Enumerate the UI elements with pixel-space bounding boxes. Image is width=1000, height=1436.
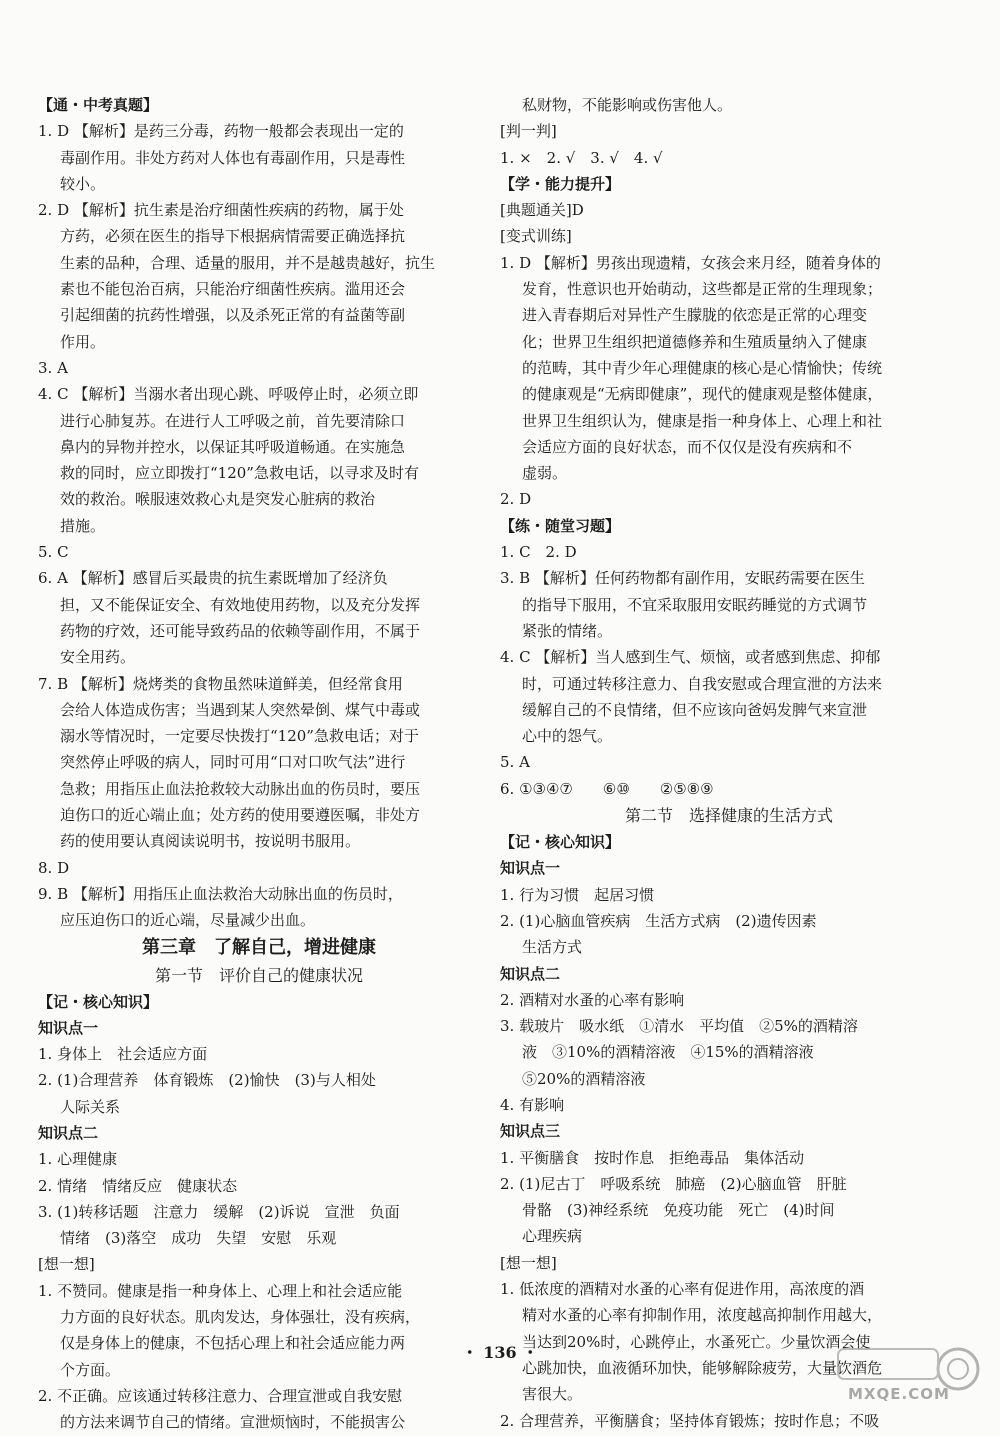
right-line: 骨骼 (3)神经系统 免疫功能 死亡 (4)时间 bbox=[522, 1201, 835, 1220]
right-line: 第二节 选择健康的生活方式 bbox=[624, 806, 833, 826]
right-line: [典题通关]D bbox=[500, 201, 584, 220]
left-line: 迫伤口的近心端止血；处方药的使用要遵医嘱，非处方 bbox=[60, 806, 421, 825]
right-line: 【学・能力提升】 bbox=[500, 174, 621, 193]
left-line: 应压迫伤口的近心端，尽量减少出血。 bbox=[60, 911, 316, 930]
left-line: 溺水等情况时，一定要尽快拨打“120”急救电话；对于 bbox=[60, 727, 419, 746]
right-line: 虚弱。 bbox=[522, 464, 568, 483]
left-line: 个方面。 bbox=[60, 1360, 121, 1379]
watermark-text: MXQE.COM bbox=[848, 1385, 950, 1403]
left-line: 救的同时，应立即拨打“120”急救电话，以寻求及时有 bbox=[60, 464, 419, 483]
left-line: 措施。 bbox=[60, 516, 106, 535]
right-line: 紧张的情绪。 bbox=[522, 621, 613, 640]
right-line: 2. (1)尼古丁 呼吸系统 肺癌 (2)心脑血管 肝脏 bbox=[500, 1174, 847, 1193]
right-line: 知识点一 bbox=[500, 859, 561, 878]
right-line: 知识点三 bbox=[500, 1122, 561, 1141]
right-line: 5. A bbox=[500, 753, 530, 772]
right-line: 生活方式 bbox=[522, 938, 583, 957]
left-line: [想一想] bbox=[38, 1255, 95, 1274]
left-line: 素也不能包治百病，只能治疗细菌性疾病。滥用还会 bbox=[60, 280, 406, 299]
left-line: 进行心肺复苏。在进行人工呼吸之前，首先要清除口 bbox=[60, 411, 406, 430]
left-line: 知识点一 bbox=[38, 1018, 99, 1037]
left-line: 急救；用指压止血法抢救较大动脉出血的伤员时，要压 bbox=[60, 779, 421, 798]
left-line: 方药，必须在医生的指导下根据病情需要正确选择抗 bbox=[60, 227, 406, 246]
right-line: 时，可通过转移注意力、自我安慰或合理宣泄的方法来 bbox=[522, 674, 883, 693]
right-line: 的健康观是“无病即健康”，现代的健康观是整体健康， bbox=[522, 385, 883, 404]
right-line: 4. 有影响 bbox=[500, 1095, 565, 1114]
left-line: 3. A bbox=[38, 358, 68, 377]
left-line: 效的救治。喉服速效救心丸是突发心脏病的救治 bbox=[60, 490, 376, 509]
right-line: 进入青春期后对异性产生朦胧的依恋是正常的心理变 bbox=[522, 306, 868, 325]
right-line: 私财物，不能影响或伤害他人。 bbox=[522, 96, 733, 114]
right-line: 1. D 【解析】男孩出现遗精，女孩会来月经，随着身体的 bbox=[500, 253, 881, 272]
left-line: 人际关系 bbox=[60, 1097, 121, 1116]
right-column bbox=[500, 92, 958, 1434]
right-line: 2. (1)心脑血管疾病 生活方式病 (2)遗传因素 bbox=[500, 911, 817, 930]
left-line: 【记・核心知识】 bbox=[38, 992, 159, 1011]
left-line: 作用。 bbox=[60, 332, 106, 351]
page-number: ・ 136 ・ bbox=[461, 1343, 539, 1362]
right-line: 2. D bbox=[500, 490, 532, 509]
right-line: 知识点二 bbox=[500, 964, 561, 983]
left-line: 仅是身体上的健康，不包括心理上和社会适应能力两 bbox=[60, 1334, 406, 1353]
right-line: 液 ③10%的酒精溶液 ④15%的酒精溶液 bbox=[522, 1043, 814, 1062]
left-line: 9. B 【解析】用指压止血法救治大动脉出血的伤员时， bbox=[38, 884, 403, 903]
right-line: 6. ①③④⑦ ⑥⑩ ②⑤⑧⑨ bbox=[500, 779, 714, 798]
right-line: 害很大。 bbox=[522, 1385, 583, 1404]
right-line: 1. 平衡膳食 按时作息 拒绝毒品 集体活动 bbox=[500, 1148, 805, 1167]
right-line: 精对水蚤的心率有抑制作用，浓度越高抑制作用越大， bbox=[522, 1306, 883, 1325]
left-line: 药的使用要认真阅读说明书，按说明书服用。 bbox=[60, 832, 361, 851]
left-line: 3. (1)转移话题 注意力 缓解 (2)诉说 宣泄 负面 bbox=[38, 1202, 400, 1221]
right-line: 1. C 2. D bbox=[500, 543, 577, 562]
right-line: 的指导下服用，不宜采取服用安眠药睡觉的方式调节 bbox=[522, 595, 868, 614]
right-line: [判一判] bbox=[500, 122, 557, 141]
left-line: 鼻内的异物并控水，以保证其呼吸道畅通。在实施急 bbox=[60, 437, 406, 456]
right-line: 的范畴，其中青少年心理健康的核心是心情愉快；传统 bbox=[522, 358, 883, 377]
left-line: 8. D bbox=[38, 858, 70, 877]
right-line: 当达到20%时，心跳停止，水蚤死亡。少量饮酒会使 bbox=[522, 1332, 871, 1351]
left-column bbox=[38, 92, 480, 1436]
right-line: [想一想] bbox=[500, 1253, 557, 1272]
left-line: 1. 不赞同。健康是指一种身体上、心理上和社会适应能 bbox=[38, 1281, 403, 1300]
left-line: 的方法来调节自己的情绪。宣泄烦恼时，不能损害公 bbox=[60, 1413, 406, 1432]
left-line: 5. C bbox=[38, 543, 69, 562]
left-line: 较小。 bbox=[60, 174, 106, 193]
left-line: 生素的品种，合理、适量的服用，并不是越贵越好，抗生 bbox=[60, 253, 436, 272]
right-line: 1. 行为习惯 起居习惯 bbox=[500, 885, 655, 904]
left-line: 2. 情绪 情绪反应 健康状态 bbox=[38, 1176, 238, 1195]
right-line: 3. B 【解析】任何药物都有副作用，安眠药需要在医生 bbox=[500, 569, 865, 588]
right-line: 4. C 【解析】当人感到生气、烦恼，或者感到焦虑、抑郁 bbox=[500, 648, 881, 667]
right-line: 缓解自己的不良情绪，但不应该向爸妈发脾气来宣泄 bbox=[522, 700, 868, 719]
left-line: 第一节 评价自己的健康状况 bbox=[154, 965, 363, 985]
left-line: 6. A 【解析】感冒后买最贵的抗生素既增加了经济负 bbox=[38, 569, 388, 588]
left-line: 安全用药。 bbox=[60, 648, 136, 667]
left-line: 2. 不正确。应该通过转移注意力、合理宣泄或自我安慰 bbox=[38, 1386, 403, 1405]
left-line: 会给人体造成伤害；当遇到某人突然晕倒、煤气中毒或 bbox=[60, 700, 421, 719]
left-line: 毒副作用。非处方药对人体也有毒副作用，只是毒性 bbox=[60, 148, 406, 167]
left-line: 1. 心理健康 bbox=[38, 1150, 118, 1169]
left-line: 2. D 【解析】抗生素是治疗细菌性疾病的药物，属于处 bbox=[38, 201, 404, 220]
left-line: 1. D 【解析】是药三分毒，药物一般都会表现出一定的 bbox=[38, 122, 404, 141]
left-line: 力方面的良好状态。肌肉发达，身体强壮，没有疾病， bbox=[60, 1308, 421, 1327]
right-line: 1. × 2. √ 3. √ 4. √ bbox=[500, 148, 663, 167]
left-line: 药物的疗效，还可能导致药品的依赖等副作用，不属于 bbox=[60, 621, 421, 640]
right-line: 心理疾病 bbox=[522, 1227, 583, 1246]
right-line: 【练・随堂习题】 bbox=[500, 516, 621, 535]
right-line: 心跳加快，血液循环加快，能够解除疲劳，大量饮酒危 bbox=[522, 1358, 883, 1377]
left-line: 担，又不能保证安全、有效地使用药物，以及充分发挥 bbox=[60, 595, 421, 614]
right-line: 世界卫生组织认为，健康是指一种身体上、心理上和社 bbox=[522, 411, 883, 430]
right-line: 1. 低浓度的酒精对水蚤的心率有促进作用，高浓度的酒 bbox=[500, 1280, 865, 1299]
left-line: 7. B 【解析】烧烤类的食物虽然味道鲜美，但经常食用 bbox=[38, 674, 403, 693]
right-line: [变式训练] bbox=[500, 227, 572, 246]
left-line: 知识点二 bbox=[38, 1123, 99, 1142]
left-line: 4. C 【解析】当溺水者出现心跳、呼吸停止时，必须立即 bbox=[38, 385, 419, 404]
right-line: 【记・核心知识】 bbox=[500, 833, 621, 852]
right-line: 2. 酒精对水蚤的心率有影响 bbox=[500, 990, 685, 1009]
right-line: 2. 合理营养，平衡膳食；坚持体育锻炼；按时作息；不吸 bbox=[500, 1411, 880, 1430]
right-line: 化；世界卫生组织把道德修养和生殖质量纳入了健康 bbox=[522, 332, 868, 351]
left-line: 情绪 (3)落空 成功 失望 安慰 乐观 bbox=[60, 1229, 337, 1248]
left-line: 1. 身体上 社会适应方面 bbox=[38, 1045, 208, 1064]
left-line: 【通・中考真题】 bbox=[38, 96, 159, 114]
right-line: 会适应方面的良好状态，而不仅仅是没有疾病和不 bbox=[522, 437, 853, 456]
right-line: 发育，性意识也开始萌动，这些都是正常的生理现象； bbox=[522, 280, 883, 299]
left-line: 突然停止呼吸的病人，同时可用“口对口吹气法”进行 bbox=[60, 753, 406, 772]
watermark-logo bbox=[798, 1345, 988, 1411]
right-line: ⑤20%的酒精溶液 bbox=[522, 1069, 646, 1088]
right-line: 3. 载玻片 吸水纸 ①清水 平均值 ②5%的酒精溶 bbox=[500, 1017, 858, 1036]
left-line: 第三章 了解自己，增进健康 bbox=[142, 936, 376, 958]
left-line: 2. (1)合理营养 体育锻炼 (2)愉快 (3)与人相处 bbox=[38, 1071, 376, 1090]
right-line: 心中的怨气。 bbox=[522, 727, 613, 746]
left-line: 引起细菌的抗药性增强，以及杀死正常的有益菌等副 bbox=[60, 306, 406, 325]
